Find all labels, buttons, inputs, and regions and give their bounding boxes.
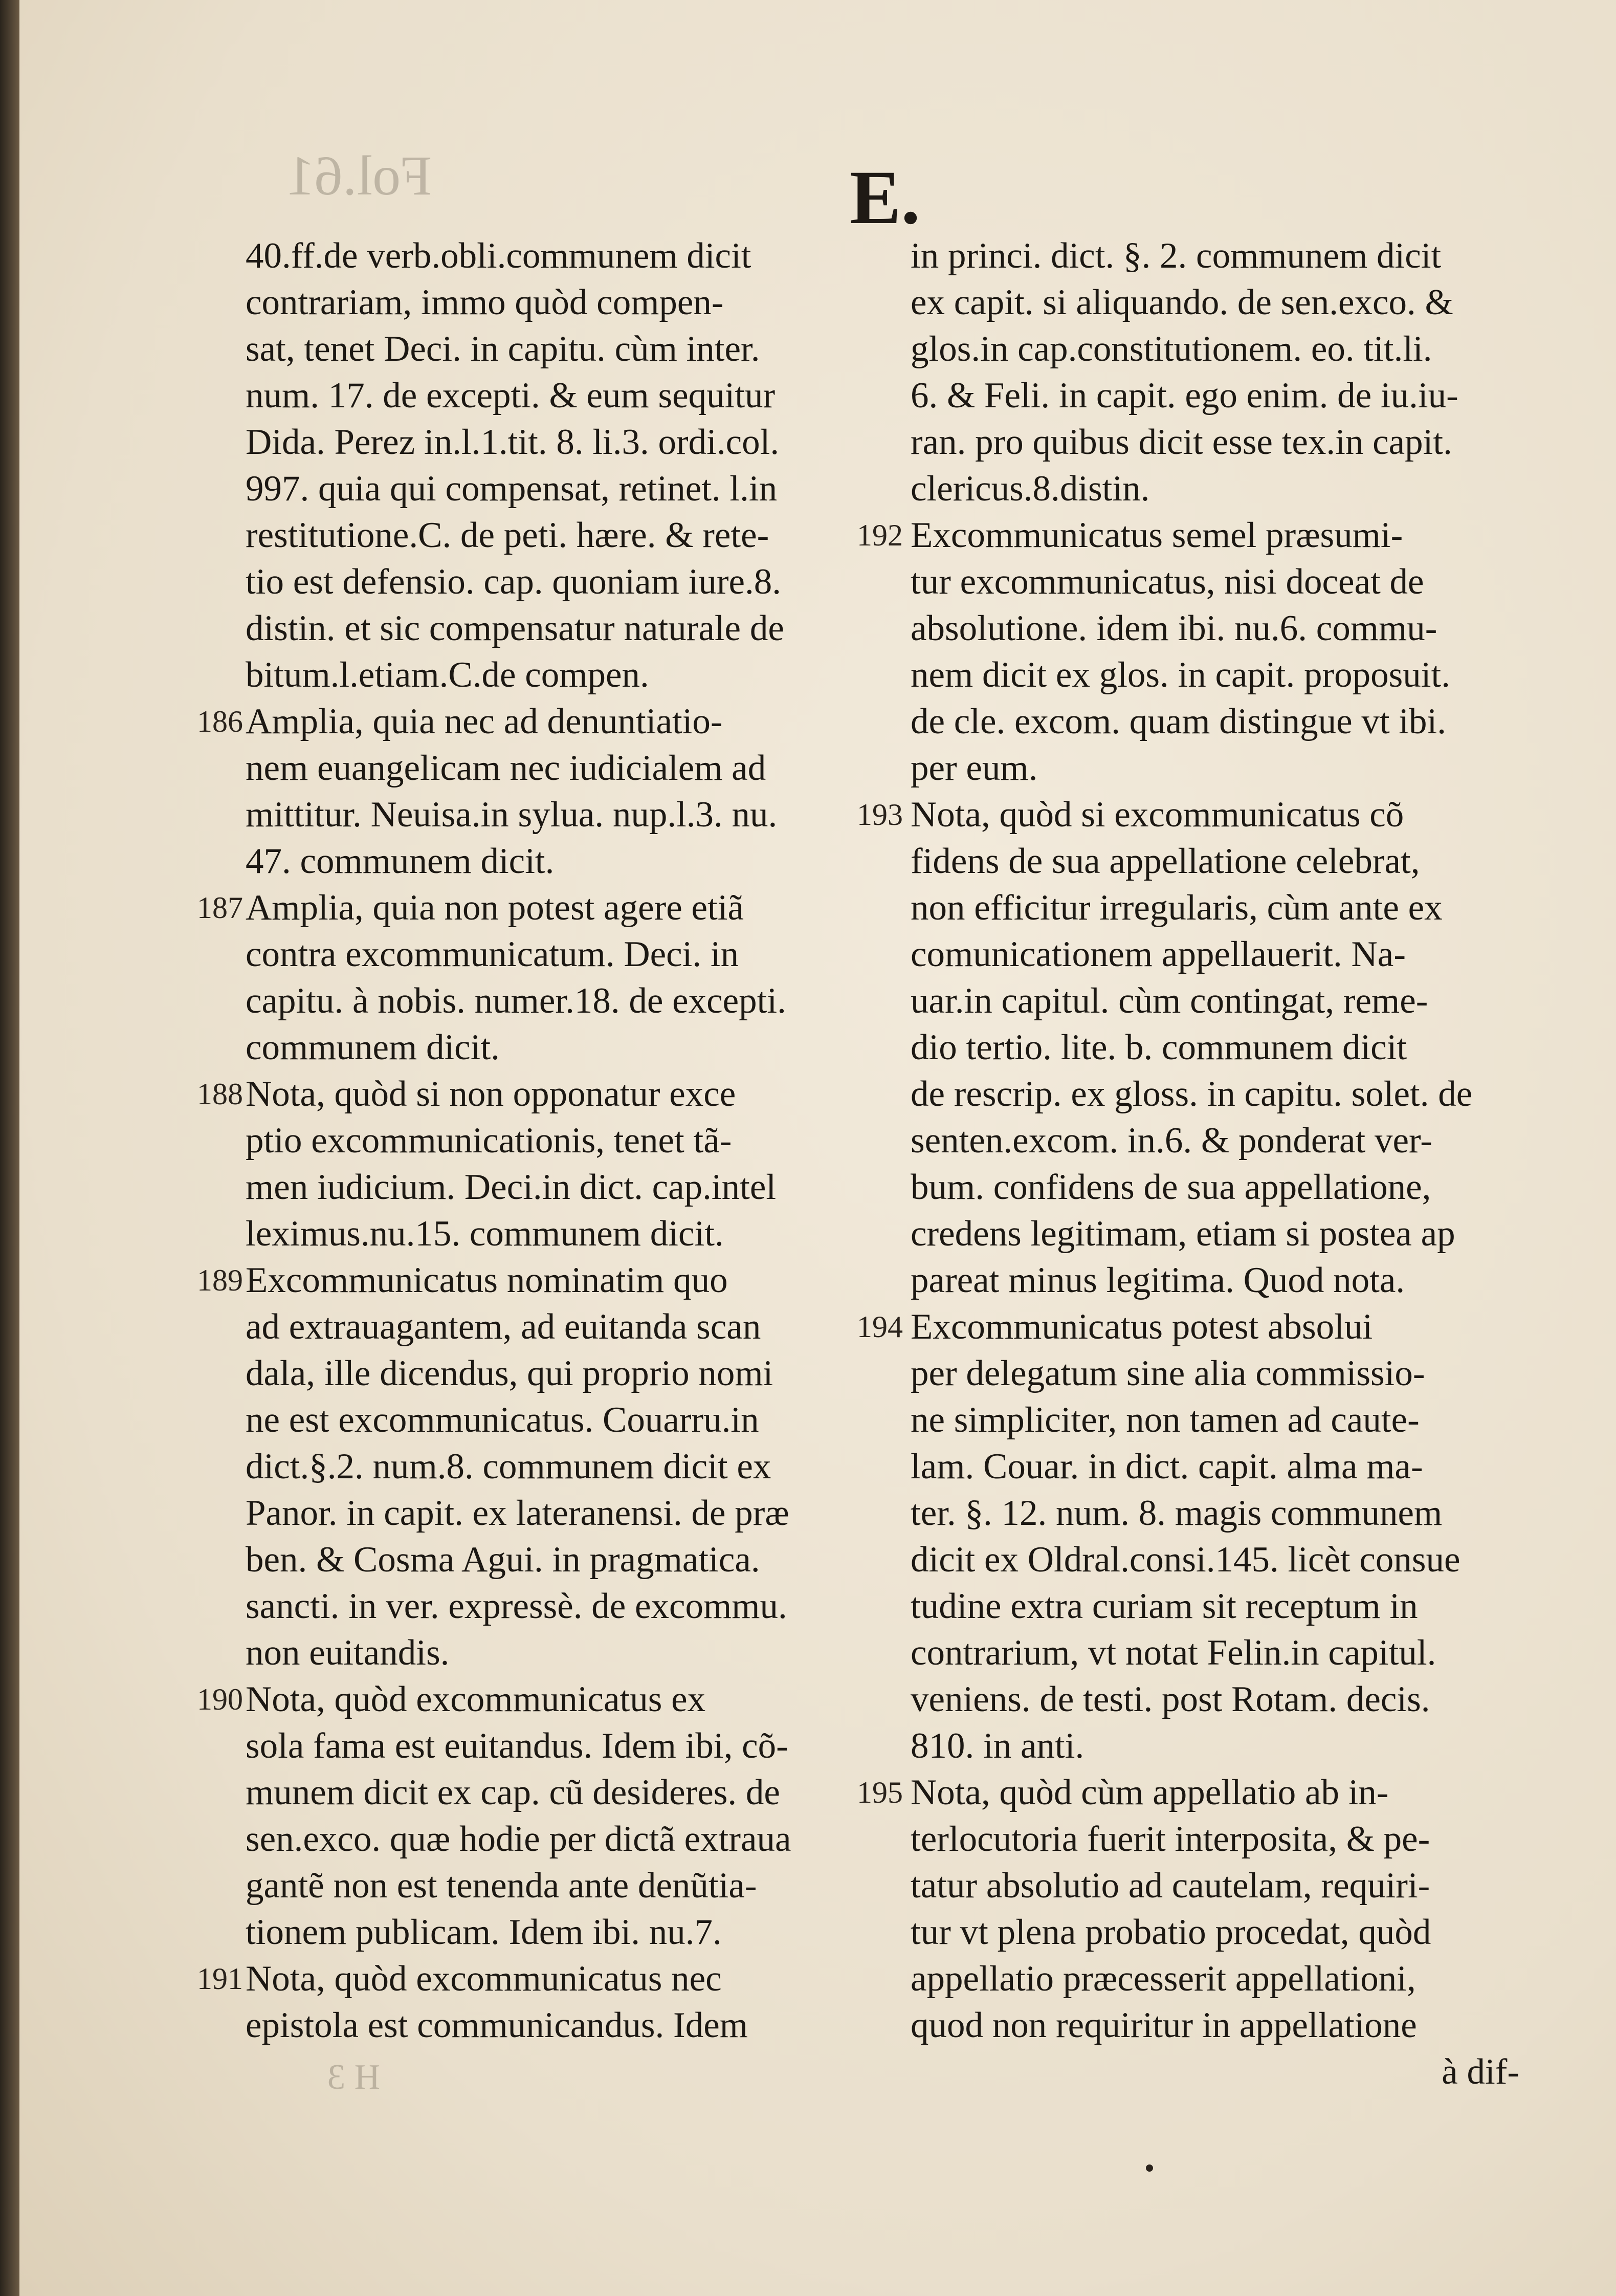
index-entry <box>857 1769 1519 2049</box>
text-line: 6. & Feli. in capit. ego enim. de iu.iu- <box>911 376 1458 416</box>
text-line: munem dicit ex cap. cũ desideres. de <box>246 1773 780 1812</box>
text-line: 40.ff.de verb.obli.communem dicit <box>246 236 751 276</box>
text-line: Nota, quòd si excommunicatus cõ <box>911 795 1404 835</box>
text-line: epistola est communicandus. Idem <box>246 2005 748 2045</box>
text-line: appellatio præcesserit appellationi, <box>911 1959 1416 1999</box>
index-entry <box>197 1071 911 1257</box>
text-line: ran. pro quibus dicit esse tex.in capit. <box>911 422 1452 462</box>
text-line: restitutione.C. de peti. hære. & rete- <box>246 515 769 555</box>
index-entry <box>197 1956 911 2049</box>
text-line: sen.exco. quæ hodie per dictã extraua <box>246 1819 791 1859</box>
text-line: sola fama est euitandus. Idem ibi, cõ- <box>246 1726 788 1766</box>
text-line: communem dicit. <box>246 1027 500 1067</box>
text-line: Panor. in capit. ex lateranensi. de præ <box>246 1493 789 1533</box>
text-line: 47. communem dicit. <box>246 841 555 881</box>
entry-number: 187 <box>197 891 243 925</box>
text-line: Amplia, quia non potest agere etiã <box>246 888 744 928</box>
text-line: ex capit. si aliquando. de sen.exco. & <box>911 282 1453 322</box>
text-line: tatur absolutio ad cautelam, requiri- <box>911 1866 1430 1906</box>
text-line: per eum. <box>911 748 1038 788</box>
text-line: comunicationem appellauerit. Na- <box>911 934 1406 974</box>
text-line: leximus.nu.15. communem dicit. <box>246 1214 724 1254</box>
text-line: dala, ille dicendus, qui proprio nomi <box>246 1353 773 1393</box>
text-line: ptio excommunicationis, tenet tã- <box>246 1121 732 1161</box>
text-line: ne simpliciter, non tamen ad caute- <box>911 1400 1420 1440</box>
text-line: ter. §. 12. num. 8. magis communem <box>911 1493 1443 1533</box>
text-line: absolutione. idem ibi. nu.6. commu- <box>911 608 1437 648</box>
text-line: capitu. à nobis. numer.18. de excepti. <box>246 981 786 1021</box>
text-line: glos.in cap.constitutionem. eo. tit.li. <box>911 329 1432 369</box>
entry-number: 192 <box>857 518 903 552</box>
entry-number: 186 <box>197 705 243 738</box>
text-line: sancti. in ver. expressè. de excommu. <box>246 1586 787 1626</box>
text-line: contrarium, vt notat Felin.in capitul. <box>911 1633 1436 1673</box>
index-entry <box>857 792 1519 1304</box>
text-line: quod non requiritur in appellatione <box>911 2005 1417 2045</box>
text-line: de rescrip. ex gloss. in capitu. solet. de <box>911 1074 1473 1114</box>
text-line: senten.excom. in.6. & ponderat ver- <box>911 1121 1432 1161</box>
entry-number: 194 <box>857 1310 903 1344</box>
text-line: Excommunicatus nominatim quo <box>246 1260 728 1300</box>
text-line: bitum.l.etiam.C.de compen. <box>246 655 649 695</box>
text-line: gantẽ non est tenenda ante denũtia- <box>246 1866 757 1906</box>
text-line: in princi. dict. §. 2. communem dicit <box>911 236 1442 276</box>
text-line: nem euangelicam nec iudicialem ad <box>246 748 766 788</box>
show-through-signature: H 3 <box>327 2058 381 2097</box>
entry-number: 188 <box>197 1077 243 1111</box>
index-entry <box>857 1304 1519 1769</box>
text-line: Dida. Perez in.l.1.tit. 8. li.3. ordi.col. <box>246 422 780 462</box>
index-entry <box>197 698 911 885</box>
text-line: tionem publicam. Idem ibi. nu.7. <box>246 1912 722 1952</box>
text-line: nem dicit ex glos. in capit. proposuit. <box>911 655 1450 695</box>
text-line: veniens. de testi. post Rotam. decis. <box>911 1679 1430 1719</box>
text-line: de cle. excom. quam distingue vt ibi. <box>911 702 1447 741</box>
text-line: tur excommunicatus, nisi doceat de <box>911 562 1424 602</box>
show-through-folio: Fol.61 <box>286 144 432 207</box>
text-line: Nota, quòd cùm appellatio ab in- <box>911 1773 1389 1812</box>
catchword: à dif- <box>1442 2052 1519 2092</box>
text-line: fidens de sua appellatione celebrat, <box>911 841 1420 881</box>
text-line: mittitur. Neuisa.in sylua. nup.l.3. nu. <box>246 795 778 835</box>
text-line: contrariam, immo quòd compen- <box>246 282 724 322</box>
index-entry <box>911 233 1519 512</box>
text-line: Nota, quòd excommunicatus ex <box>246 1679 706 1719</box>
text-line: sat, tenet Deci. in capitu. cùm inter. <box>246 329 760 369</box>
text-line: Amplia, quia nec ad denuntiatio- <box>246 702 723 741</box>
text-line: 997. quia qui compensat, retinet. l.in <box>246 469 778 509</box>
ink-dot <box>1146 2164 1153 2172</box>
text-line: pareat minus legitima. Quod nota. <box>911 1260 1405 1300</box>
text-line: 810. in anti. <box>911 1726 1084 1766</box>
text-line: ad extrauagantem, ad euitanda scan <box>246 1307 761 1347</box>
index-entry <box>197 1676 911 1956</box>
text-line: men iudicium. Deci.in dict. cap.intel <box>246 1167 777 1207</box>
text-line: tur vt plena probatio procedat, quòd <box>911 1912 1431 1952</box>
text-line: ne est excommunicatus. Couarru.in <box>246 1400 759 1440</box>
index-entry <box>857 512 1519 792</box>
index-entry <box>197 885 911 1071</box>
text-line: num. 17. de excepti. & eum sequitur <box>246 376 776 416</box>
text-line: bum. confidens de sua appellatione, <box>911 1167 1431 1207</box>
text-line: non efficitur irregularis, cùm ante ex <box>911 888 1443 928</box>
text-line: non euitandis. <box>246 1633 450 1673</box>
entry-number: 193 <box>857 798 903 832</box>
index-entry <box>197 1257 911 1676</box>
entry-number: 190 <box>197 1682 243 1716</box>
text-line: credens legitimam, etiam si postea ap <box>911 1214 1455 1254</box>
text-line: tudine extra curiam sit receptum in <box>911 1586 1418 1626</box>
gathering-letter: E. <box>850 155 920 240</box>
text-line: distin. et sic compensatur naturale de <box>246 608 784 648</box>
text-line: Excommunicatus semel præsumi- <box>911 515 1403 555</box>
text-line: per delegatum sine alia commissio- <box>911 1353 1425 1393</box>
entry-number: 191 <box>197 1962 243 1996</box>
text-line: Excommunicatus potest absolui <box>911 1307 1373 1347</box>
binding-gutter <box>0 0 19 2296</box>
text-line: lam. Couar. in dict. capit. alma ma- <box>911 1447 1423 1486</box>
text-line: ben. & Cosma Agui. in pragmatica. <box>246 1540 760 1580</box>
text-line: uar.in capitul. cùm contingat, reme- <box>911 981 1428 1021</box>
text-line: terlocutoria fuerit interposita, & pe- <box>911 1819 1430 1859</box>
entry-number: 189 <box>197 1263 243 1297</box>
entry-number: 195 <box>857 1776 903 1809</box>
left-column <box>197 233 911 2049</box>
text-line: dict.§.2. num.8. communem dicit ex <box>246 1447 771 1486</box>
text-line: tio est defensio. cap. quoniam iure.8. <box>246 562 781 602</box>
text-line: Nota, quòd si non opponatur exce <box>246 1074 736 1114</box>
text-line: clericus.8.distin. <box>911 469 1150 509</box>
text-line: dio tertio. lite. b. communem dicit <box>911 1027 1407 1067</box>
index-entry <box>246 233 911 698</box>
text-line: contra excommunicatum. Deci. in <box>246 934 739 974</box>
right-column <box>857 233 1519 2095</box>
text-line: dicit ex Oldral.consi.145. licèt consue <box>911 1540 1460 1580</box>
text-line: Nota, quòd excommunicatus nec <box>246 1959 722 1999</box>
